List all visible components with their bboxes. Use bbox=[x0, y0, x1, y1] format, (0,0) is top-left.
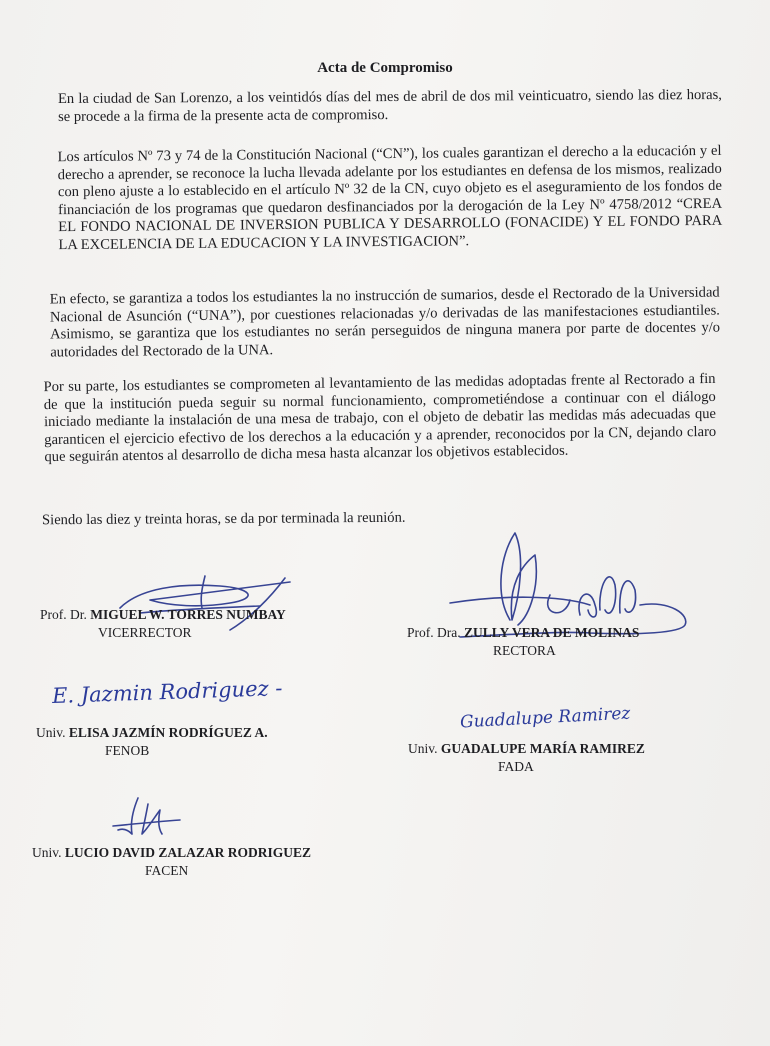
signatory-fenob bbox=[36, 724, 268, 760]
closing-statement: Siendo las diez y treinta horas, se da por terminada la reunión. bbox=[41, 509, 406, 529]
signatory-role: VICERRECTOR bbox=[98, 625, 192, 640]
signatory-facen bbox=[32, 844, 311, 880]
signatory-role: FACEN bbox=[145, 863, 189, 878]
signatory-name: GUADALUPE MARÍA RAMIREZ bbox=[440, 741, 645, 756]
paragraph-guarantees: En efecto, se garantiza a todos los estudiantes la no instrucción de sumarios, desde el Rectorado de la Universidad Nacional de Asunción (“UNA”), por cuestiones relacionadas y/o derivadas de las manifestaciones estudiantiles. Asimismo, se garantiza que los estudiantes no serán perseguidos de ninguna manera por parte de docentes y/o autoridades del Rectorado de la UNA. bbox=[49, 284, 721, 361]
signatory-prefix: Univ. bbox=[408, 741, 438, 756]
signatory-name: ZULLY VERA DE MOLINAS bbox=[464, 625, 640, 640]
signatory-vicerrector bbox=[40, 606, 286, 642]
signatory-prefix: Prof. Dra. bbox=[407, 625, 461, 640]
paragraph-constitution: Los artículos Nº 73 y 74 de la Constitución Nacional (“CN”), los cuales garantizan el derecho a la educación y el derecho a aprender, se reconoce la lucha llevada adelante por los estudiantes en defensa de los mismos, realizado con pleno ajuste a lo establecido en el artículo Nº 32 de la CN, cuyo objeto es el aseguramiento de los fondos de financiación de los programas que quedaron desfinanciados por la derogación de la Ley Nº 4758/2012 “CREA EL FONDO NACIONAL DE INVERSION PUBLICA Y DESARROLLO (FONACIDE) Y EL FONDO PARA LA EXCELENCIA DE LA EDUCACION Y LA INVESTIGACION”. bbox=[57, 142, 723, 253]
signatory-rectora bbox=[407, 624, 639, 660]
signature-rodriguez-handwriting: E. Jazmin Rodriguez - bbox=[51, 675, 283, 709]
signature-ramirez-handwriting: Guadalupe Ramirez bbox=[459, 703, 631, 733]
signatory-name: LUCIO DAVID ZALAZAR RODRIGUEZ bbox=[64, 845, 312, 860]
signatory-fada bbox=[408, 740, 645, 776]
signatory-prefix: Univ. bbox=[32, 845, 62, 860]
signatory-role: RECTORA bbox=[493, 643, 556, 658]
paragraph-opening: En la ciudad de San Lorenzo, a los veintidós días del mes de abril de dos mil veinticuatro, siendo las diez horas, se procede a la firma de la presente acta de compromiso. bbox=[57, 86, 722, 125]
signatory-name: MIGUEL W. TORRES NUMBAY bbox=[90, 607, 286, 622]
paragraph-student-commitment: Por su parte, los estudiantes se comprometen al levantamiento de las medidas adoptadas frente al Rectorado a fin de que la institución pueda seguir su normal funcionamiento, comprometiéndose a continuar con el diálogo iniciado mediante la instalación de una mesa de trabajo, con el objeto de debatir las medidas más adecuadas que garanticen el ejercicio efectivo de los derechos a la educación y a aprender, reconocidos por la CN, dejando claro que seguirán atentos al desarrollo de dicha mesa hasta alcanzar los objetivos establecidos. bbox=[43, 370, 717, 466]
signatory-prefix: Univ. bbox=[36, 725, 66, 740]
signatory-prefix: Prof. Dr. bbox=[40, 607, 87, 622]
signatory-role: FENOB bbox=[105, 743, 150, 758]
document-title: Acta de Compromiso bbox=[317, 60, 453, 76]
signatory-role: FADA bbox=[498, 759, 534, 774]
signature-zalazar-scribble bbox=[108, 790, 188, 842]
signatory-name: ELISA JAZMÍN RODRÍGUEZ A. bbox=[68, 725, 268, 740]
